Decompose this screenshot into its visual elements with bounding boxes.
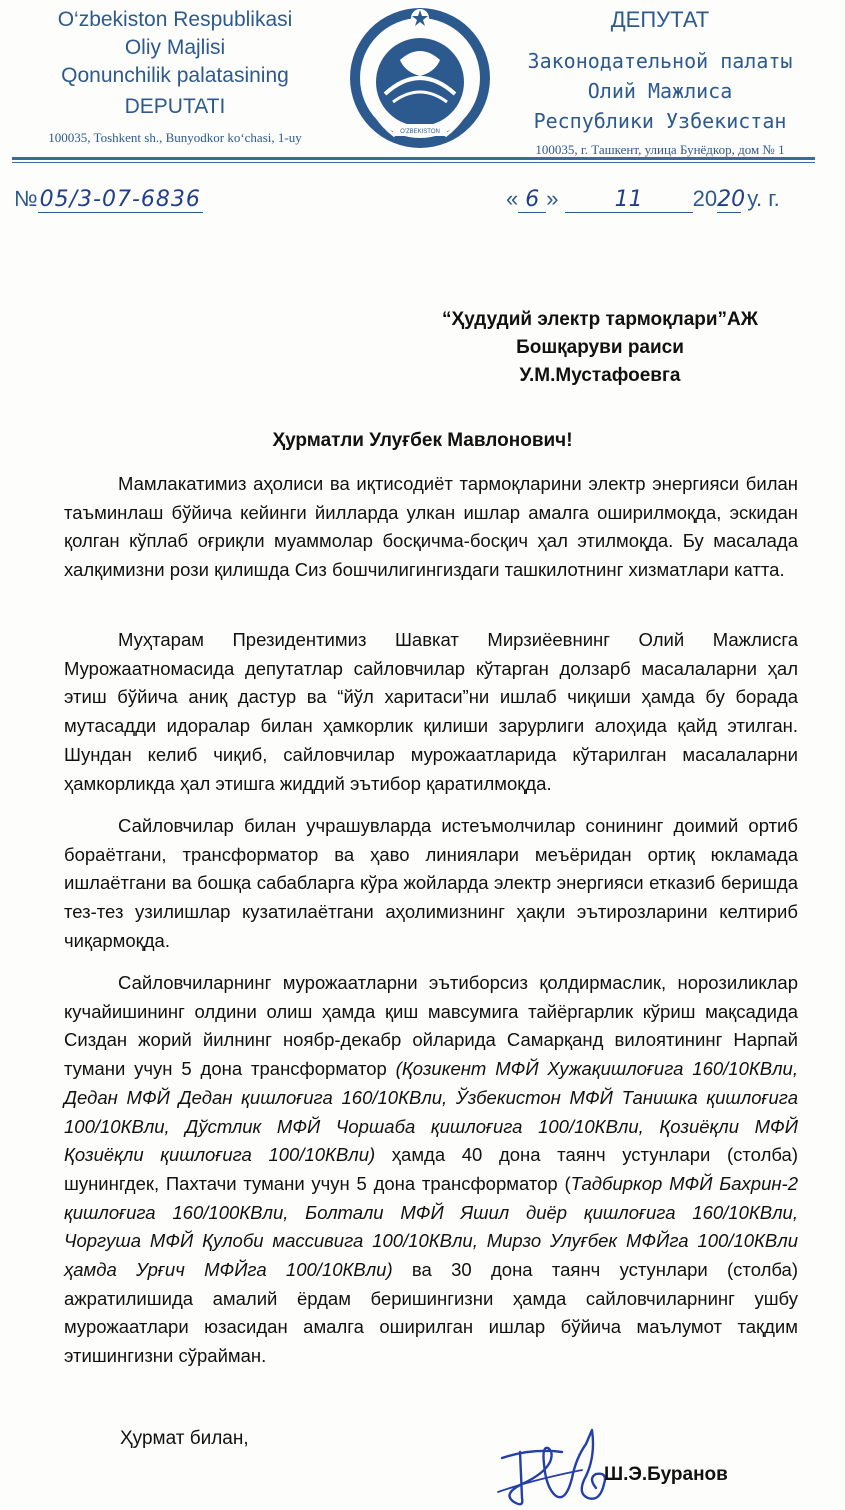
header-rule-thick [12,157,815,160]
date-year-suffix: 20 [717,187,746,212]
header-left-line2: Oliy Majlisi [124,36,226,59]
date-open-quote: « [506,186,519,211]
state-emblem-icon [345,2,495,152]
date-suffix: у. г. [747,186,780,211]
body-paragraph-2: Муҳтарам Президентимиз Шавкат Мирзиёевнинг Олий Мажлисга Мурожаатномасида депутатлар сайловчилар кўтарган долзарб масалаларни ҳал этиш бўйича аниқ дастур ва “йўл харитаси”ни ишлаб чиқиши ҳамда бу борада мутасадди идоралар билан ҳамкорлик қилиши зарурлиги алоҳида қайд этилган. Шундан келиб чиқиб, сайловчилар мурожаатларида кўтарилган масалаларни ҳамкорликда ҳал этишга жиддий эътибор қаратилмоқда. [64,629,798,794]
registration-number-value: 05/3-07-6836 [39,187,201,212]
header-left-line4: DEPUTATI [124,95,226,118]
paragraph-4-part-d: Тадбиркор МФЙ Бахрин-2 қишлоғига 160/100КВли, Болтали МФЙ Яшил диёр қишлоғига 160/10КВли, Чоргуша МФЙ Қулоби массивига 100/10КВли, Мирзо Улуғбек МФЙга 100/10КВли ҳамда Урғич МФЙга 100/10КВли) [64,1172,798,1281]
addressee-line3: У.М.Мустафоевга [519,365,681,386]
paragraph-4-part-e: ва 30 дона таянч устунлари (столба) ажратилишида амалий ёрдам беришингизни ҳамда сайловчиларнинг ушбу мурожаатлари юзасидан амалга оширилган ишлар бўйича маълумот тақдим этишингизни сўрайман. [64,1259,798,1367]
body-paragraph-3: Сайловчилар билан учрашувларда истеъмолчилар сонининг доимий ортиб бораётгани, трансформатор ва ҳаво линиялари меъёридан ортиқ юкламада ишлаётгани ва бошқа сабабларга кўра жойларда электр энергияси етказиб беришда тез-тез узилишлар кузатилаётгани аҳолимизнинг ҳақли эътирозларини келтириб чиқармоқда. [64,815,798,951]
body-paragraph-4 [64,969,798,1371]
signer-name: Ш.Э.Буранов [604,1464,728,1485]
emblem-ribbon-text: O'ZBEKISTON [400,129,440,135]
header-right-line4: Республики Узбекистан [533,109,787,133]
header-left-line3: Qonunchilik palatasining [61,64,289,87]
paragraph-4-part-c: ҳамда 40 дона таянч устунлари (столба) шунингдек, Пахтачи тумани учун 5 дона трансформатор ( [64,1144,798,1194]
addressee-block [420,306,780,390]
addressee-line2: Бошқаруви раиси [516,337,684,358]
header-left-line1: O‘zbekiston Respublikasi [57,8,293,31]
body-paragraph-1: Мамлакатимиз аҳолиси ва иқтисодиёт тармоқларини электр энергияси билан таъминлаш бўйича кейинги йилларда улкан ишлар амалга оширилмоқда, эскидан қолган кўплаб оғриқли муаммолар босқичма-босқич ҳал этилмоқда. Бу масалада халқимизни рози қилишда Сиз бошчилигингиздаги ташкилотнинг хизматлари катта. [64,473,798,581]
header-right-line1: ДЕПУТАТ [610,7,710,32]
paragraph-4-part-b: (Қозикент МФЙ Хужақишлоғига 160/10КВли, Дедан МФЙ Дедан қишлоғига 160/10КВли, Ўзбекистон МФЙ Танишка қишлоғига 100/10КВли, Дўстлик МФЙ Чоршаба қишлоғига 100/10КВли, Қозиёқли МФЙ Қозиёқли қишлоғига 100/10КВли) [64,1058,798,1166]
registration-prefix: № [14,186,38,211]
registration-number [14,186,203,213]
header-left-block [20,6,330,146]
addressee-line1: “Ҳудудий электр тармоқлари”АЖ [442,309,758,330]
header-right-line2: Законодательной палаты [527,49,793,73]
header-right-block [500,6,820,158]
closing-phrase: Ҳурмат билан, [120,1428,249,1449]
letter-date [506,186,780,213]
paragraph-4-part-a: Сайловчиларнинг мурожаатларни эътиборсиз қолдирмаслик, норозиликлар кучайишининг олдини олиш ҳамда қиш мавсумига тайёргарлик кўриш мақсадида Сиздан жорий йилнинг ноябр-декабр ойларида Самарқанд вилоятининг Нарпай тумани учун 5 дона трансформатор [64,972,798,1080]
header-right-address: 100035, г. Ташкент, улица Бунёдкор, дом № 1 [535,142,785,157]
date-year-prefix: 20 [692,186,718,211]
header-left-address: 100035, Toshkent sh., Bunyodkor ko‘chasi, 1-uy [48,130,302,145]
date-day: 6 [525,187,540,212]
date-close-quote: » [546,186,559,211]
date-month: 11 [614,187,643,212]
header-rule-thin [12,162,815,163]
header-right-line3: Олий Мажлиса [587,79,733,103]
salutation: Ҳурматли Улуғбек Мавлонович! [272,430,573,451]
handwritten-signature-icon [492,1418,622,1510]
